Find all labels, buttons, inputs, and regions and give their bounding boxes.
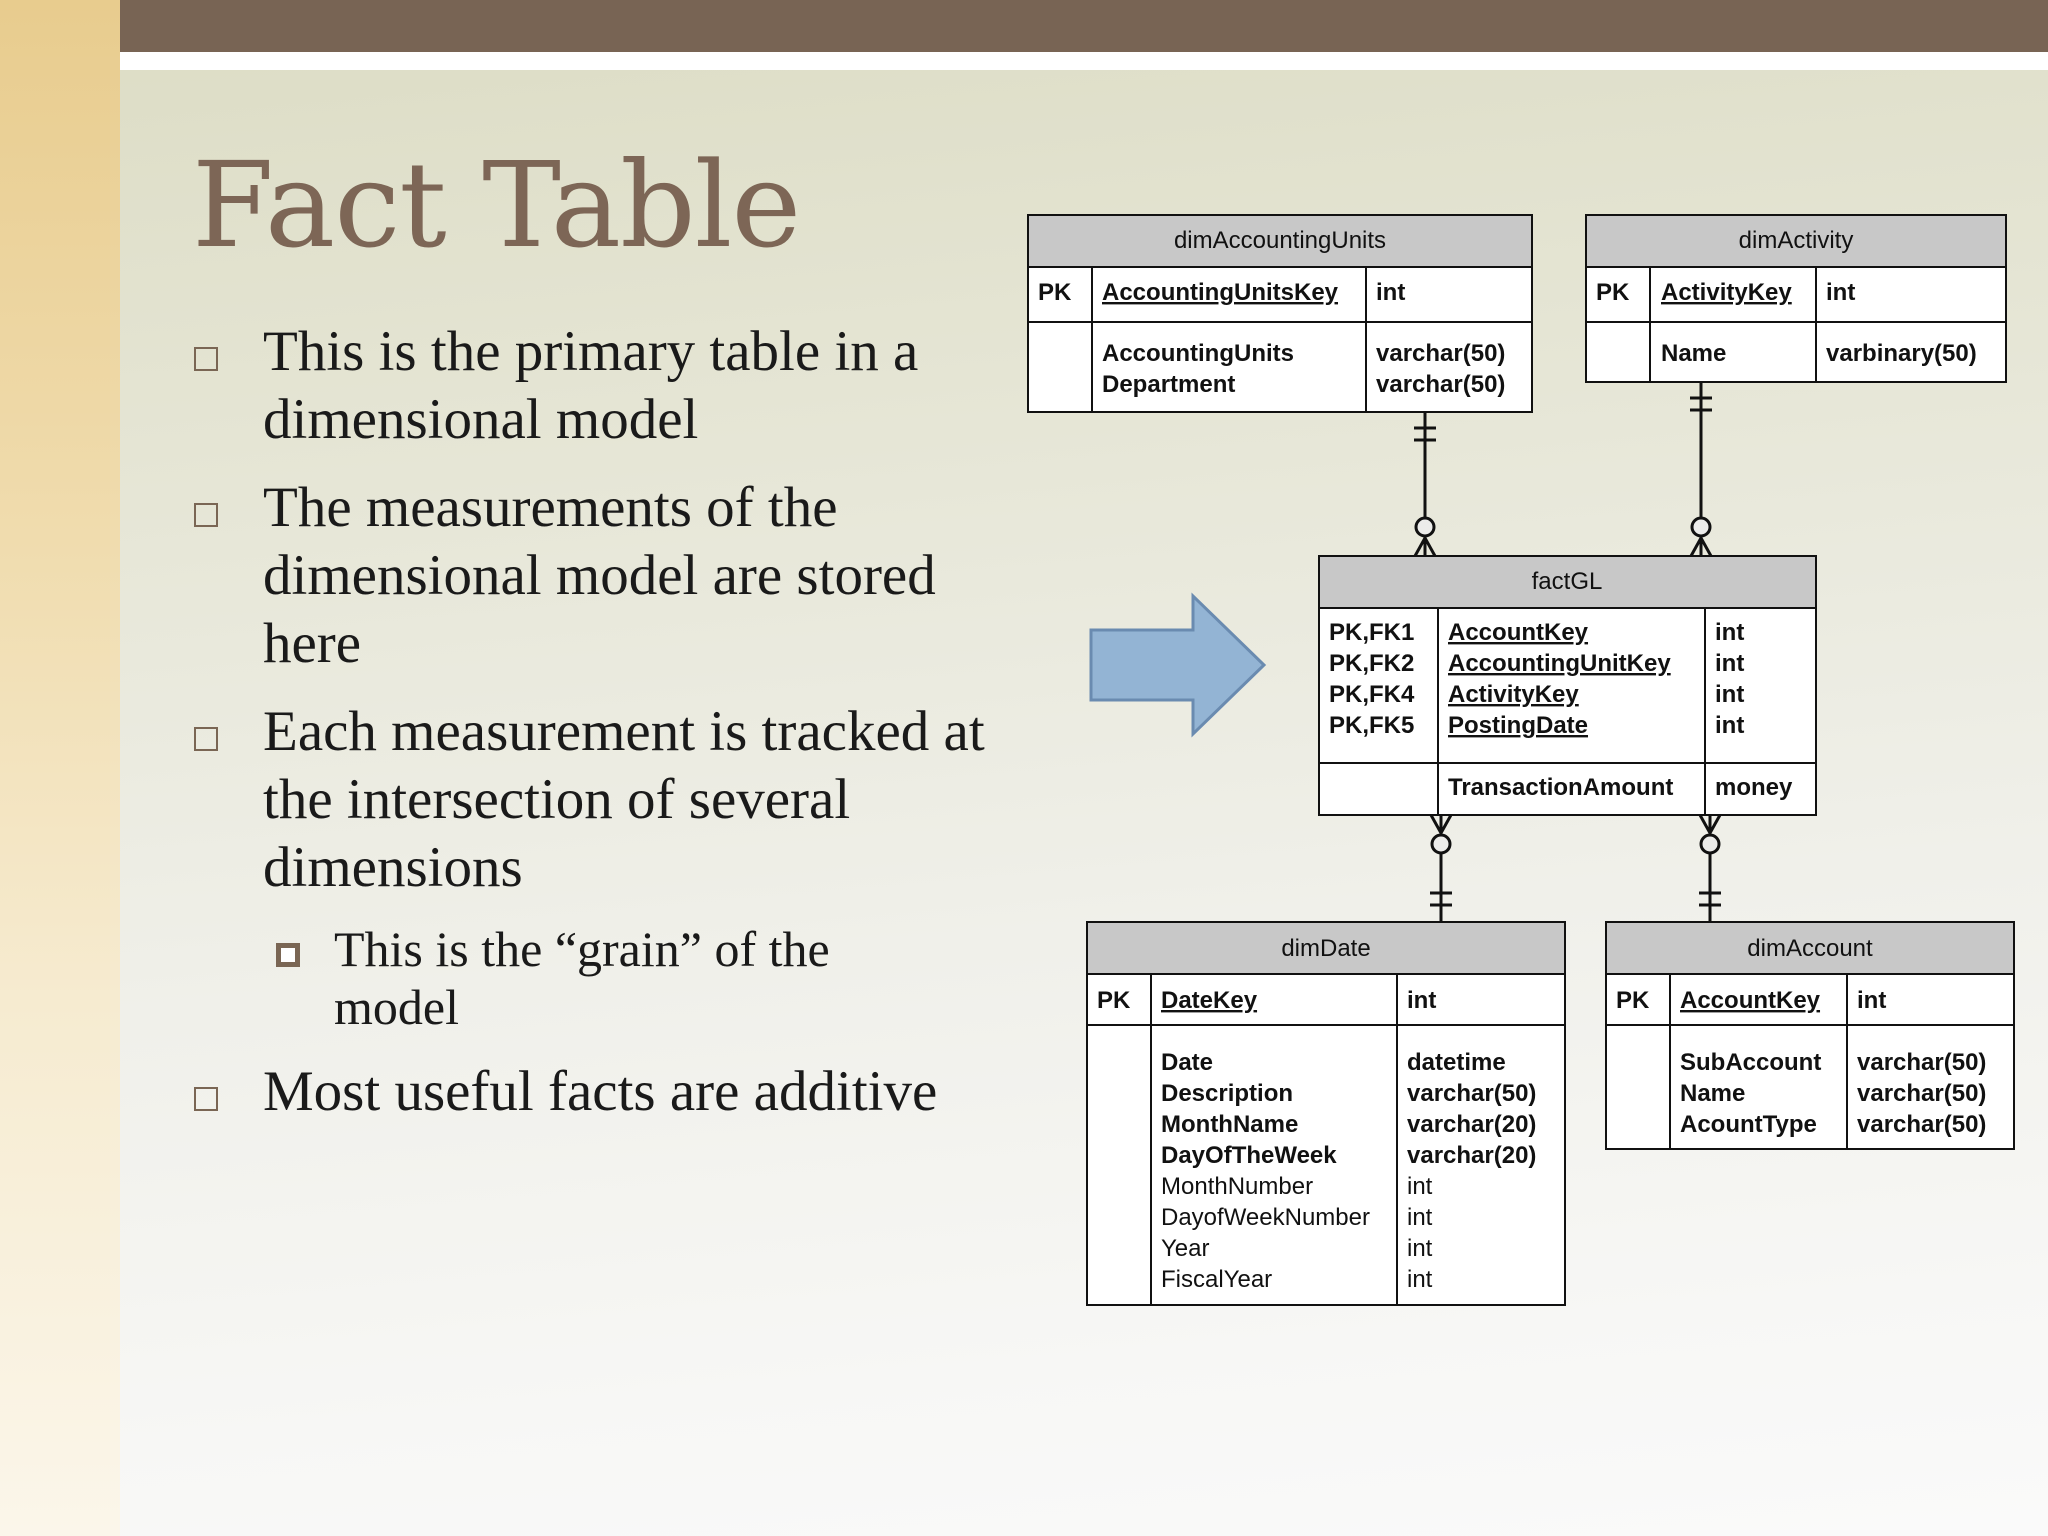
field-name: Department	[1102, 371, 1236, 398]
field-name: Description	[1161, 1080, 1294, 1107]
pk-type: int	[1826, 279, 1856, 306]
field-type: varchar(50)	[1376, 371, 1506, 398]
key-field: PostingDate	[1448, 712, 1589, 739]
entity-factgl	[1319, 556, 1816, 815]
pk-type: int	[1376, 279, 1406, 306]
pk-field: DateKey	[1161, 987, 1258, 1014]
key-field: AccountingUnitKey	[1448, 650, 1671, 677]
field-type: varbinary(50)	[1826, 340, 1977, 367]
key-type: int	[1715, 712, 1745, 739]
field-name: Date	[1161, 1049, 1214, 1076]
field-type: varchar(50)	[1857, 1080, 1987, 1107]
relationship-factgl-date	[1430, 815, 1452, 922]
bullet-item: Each measurement is tracked at the intersection of several dimensions	[263, 700, 985, 899]
field-type: varchar(50)	[1407, 1080, 1537, 1107]
field-name: MonthNumber	[1161, 1173, 1314, 1200]
field-name: Name	[1661, 340, 1727, 367]
entity-dimaccountingunits	[1028, 215, 1532, 412]
field-type: varchar(20)	[1407, 1111, 1537, 1138]
field-name: AccountingUnits	[1102, 340, 1294, 367]
key-label: PK,FK1	[1329, 619, 1415, 646]
pk-label: PK	[1097, 987, 1131, 1014]
bullet-item: This is the primary table in a dimensional model	[263, 320, 919, 451]
field-name: TransactionAmount	[1448, 774, 1674, 801]
pk-label: PK	[1038, 279, 1072, 306]
field-name: SubAccount	[1680, 1049, 1822, 1076]
pk-field: ActivityKey	[1661, 279, 1792, 306]
pk-label: PK	[1596, 279, 1630, 306]
relationship-accountingunits-factgl	[1414, 412, 1436, 556]
key-type: int	[1715, 650, 1745, 677]
key-label: PK,FK2	[1329, 650, 1415, 677]
key-field: AccountKey	[1448, 619, 1589, 646]
entity-title: dimAccountingUnits	[1173, 227, 1387, 254]
field-name: Name	[1680, 1080, 1746, 1107]
field-name: FiscalYear	[1161, 1266, 1273, 1293]
key-field: ActivityKey	[1448, 681, 1579, 708]
key-type: int	[1715, 681, 1745, 708]
key-type: int	[1715, 619, 1745, 646]
field-type: int	[1407, 1235, 1433, 1262]
field-type: int	[1407, 1173, 1433, 1200]
entity-title: factGL	[1531, 568, 1603, 595]
slide-title: Fact Table	[192, 136, 801, 274]
relationship-factgl-account	[1699, 815, 1721, 922]
pk-type: int	[1407, 987, 1437, 1014]
field-type: varchar(50)	[1857, 1049, 1987, 1076]
key-label: PK,FK5	[1329, 712, 1415, 739]
key-label: PK,FK4	[1329, 681, 1415, 708]
field-name: DayofWeekNumber	[1161, 1204, 1370, 1231]
entity-title: dimActivity	[1738, 227, 1854, 254]
entity-dimaccount	[1606, 922, 2014, 1149]
field-type: int	[1407, 1204, 1433, 1231]
field-type: datetime	[1407, 1049, 1506, 1076]
field-name: Year	[1161, 1235, 1210, 1262]
bullet-item: Most useful facts are additive	[263, 1060, 938, 1123]
field-type: varchar(50)	[1857, 1111, 1987, 1138]
field-name: DayOfTheWeek	[1161, 1142, 1337, 1169]
field-type: varchar(20)	[1407, 1142, 1537, 1169]
entity-dimdate	[1087, 922, 1565, 1305]
field-type: int	[1407, 1266, 1433, 1293]
field-type: varchar(50)	[1376, 340, 1506, 367]
right-arrow-icon	[1091, 596, 1264, 734]
field-type: money	[1715, 774, 1793, 801]
entity-title: dimAccount	[1747, 935, 1873, 962]
pk-field: AccountingUnitsKey	[1102, 279, 1339, 306]
pk-type: int	[1857, 987, 1887, 1014]
relationship-activity-factgl	[1690, 382, 1712, 556]
entity-title: dimDate	[1281, 935, 1371, 962]
field-name: MonthName	[1161, 1111, 1299, 1138]
pk-field: AccountKey	[1680, 987, 1821, 1014]
bullet-item: The measurements of the dimensional model are stored here	[263, 476, 936, 675]
pk-label: PK	[1616, 987, 1650, 1014]
field-name: AcountType	[1680, 1111, 1817, 1138]
sub-bullet-item: This is the “grain” of the model	[334, 921, 830, 1035]
entity-dimactivity	[1586, 215, 2006, 382]
